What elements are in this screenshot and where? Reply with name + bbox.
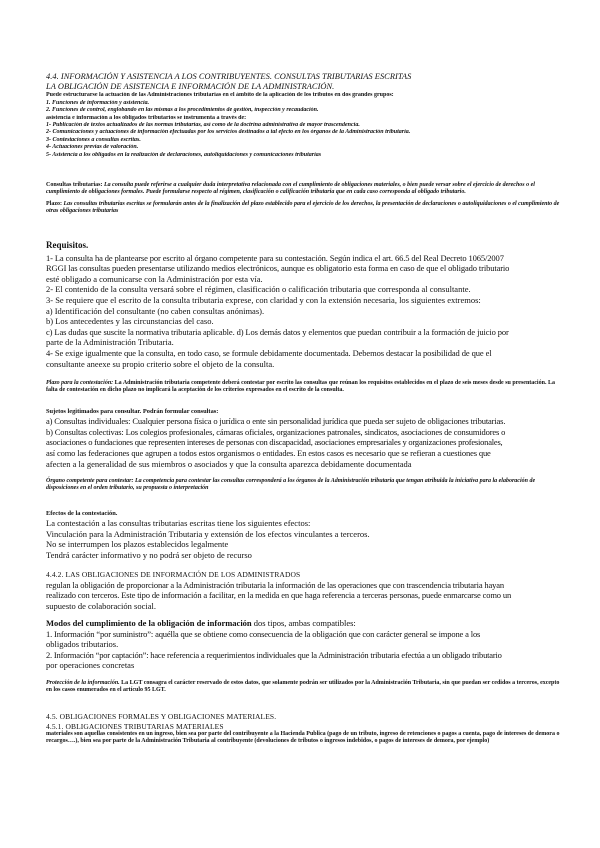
text-line: esté obligado a comunicarse con la Administración por esta vía. — [46, 273, 263, 284]
text-line: consultante aneexe su propio criterio sobre el objeto de la consulta. — [46, 358, 275, 369]
text-line: a) Consultas individuales: Cualquier persona física o jurídica o ente sin personalidad jurídica que pueda ser sujeto de obligaciones tributarias. — [46, 416, 506, 427]
materiales-paragraph: materiales son aquellas consistentes en un ingreso, bien sea por parte del contribuyente a la Hacienda Publica (pago de un tributo, ingreso de retenciones o pagos a cuenta, pago de intereses de demora o recargos….), bien sea por parte de la Administración Tributaria al contribuyente (devoluciones de tributos o ingresos indebidos, o pagos de intereses de demora, por ejemplo) — [46, 731, 560, 745]
text-line: La contestación a las consultas tributarias escritas tiene los siguientes efectos: — [46, 518, 311, 529]
section-subtitle: 4.5.1. OBLIGACIONES TRIBUTARIAS MATERIALES — [46, 721, 224, 731]
text-line: 3- Se requiere que el escrito de la consulta tributaria exprese, con claridad y con la extensión necesaria, los siguientes extremos: — [46, 294, 481, 305]
list-item: 2- Comunicaciones y actuaciones de información efectuadas por los servicios destinados a tal efecto en los órganos de la Administración tributaria. — [46, 129, 411, 136]
list-item: 2. Funciones de control, englobando en las mismas a los procedimientos de gestión, inspección y recaudación. — [46, 107, 319, 114]
text-line: Tendrá carácter informativo y no podrá ser objeto de recurso — [46, 549, 252, 560]
text-line: regulan la obligación de proporcionar a la Administración tributaria la información de las operaciones que con trascendencia tributaria hayan — [46, 579, 504, 590]
title-prefix: Modos del — [46, 618, 86, 628]
text-line: por operaciones concretas — [46, 660, 135, 671]
text-line: RGGI las consultas pueden presentarse utilizando medios electrónicos, aunque es obligatorio esta forma en caso de que el obligado tributario — [46, 263, 510, 274]
section-proteccion-informacion — [46, 680, 566, 695]
text-line: 2- El contenido de la consulta versará sobre el régimen, clasificación o calificación tributaria que corresponda al consultante. — [46, 284, 471, 295]
list-item: asistencia e información a los obligados tributarios se instrumenta a través de: — [46, 114, 247, 121]
text-line: b) Consultas colectivas: Los colegios profesionales, cámaras oficiales, organizaciones patronales, sindicatos, asociaciones de consumidores o — [46, 426, 506, 437]
text-line: afecten a la generalidad de sus miembros o asociados y que la consulta aparezca debidamente documentada — [46, 458, 412, 469]
title-suffix: dos tipos, ambas compatibles: — [251, 618, 356, 628]
proteccion-paragraph — [46, 680, 566, 695]
list-item: 3- Contestaciones a consultas escritas. — [46, 136, 141, 143]
section-efectos — [46, 510, 566, 561]
intro-text: Puede estructurarse la actuación de las Administraciones tributarias en el ámbito de la aplicación de los tributos en dos grandes grupos: — [46, 92, 394, 99]
section-sujetos-legitimados — [46, 408, 566, 469]
section-title: Efectos de la contestación. — [46, 510, 118, 517]
consultas-label: Consultas tributarias: — [46, 182, 103, 188]
section-modos-cumplimiento — [46, 618, 566, 671]
section-title: 4.5. OBLIGACIONES FORMALES Y OBLIGACIONES MATERIALES. — [46, 712, 277, 721]
proteccion-label: Protección de la información. — [46, 680, 120, 686]
text-line: realizado con terceros. Este tipo de información a facilitar, en la medida en que haga referencia a terceras personas, puede enmarcarse como un — [46, 590, 512, 601]
text-line: obligados tributarios. — [46, 639, 119, 650]
text-line: parte de la Administración Tributaria. — [46, 337, 174, 348]
plazo-contestacion-paragraph — [46, 380, 566, 395]
text-line: a) Identificación del consultante (no caben consultas anónimas). — [46, 305, 265, 316]
list-item: 5- Asistencia a los obligados en la realización de declaraciones, autoliquidaciones y comunicaciones tributarias — [46, 151, 322, 158]
text-line: 1- La consulta ha de plantearse por escrito al órgano competente para su contestación. Según indica el art. 66.5 del Real Decreto 1065/2007 — [46, 252, 504, 263]
text-line: 2. Información “por captación”: hace referencia a requerimientos individuales que la Administración tributaria efectúa a un obligado tributario — [46, 649, 502, 660]
plazo-contestacion-text: La Administración tributaria competente deberá contestar por escrito las consultas que reúnan los requisitos establecidos en el plazo de seis meses desde su presentación. La falta de contestación en dicho plazo no implicará la aceptación de los criterios expresados en el escrito de la consulta. — [46, 380, 555, 394]
list-item: 4- Actuaciones previas de valoración. — [46, 144, 139, 151]
section-requisitos — [46, 240, 566, 369]
section-organo-competente — [46, 478, 566, 493]
proteccion-text: La LGT consagra el carácter reservado de estos datos, que solamente podrán ser utilizados por la Administración Tributaria, sin que puedan ser cedidos a terceros, excepto en los casos enumerados en el artículo 95 LGT. — [46, 680, 560, 694]
plazo-label: Plazo: — [46, 200, 62, 207]
organo-label: Órgano competente para contestar: — [46, 478, 134, 484]
plazo-contestacion-label: Plazo para la contestación: — [46, 380, 114, 386]
title-bold: cumplimiento de la obligación de información — [85, 618, 252, 628]
section-subtitle: LA OBLIGACIÓN DE ASISTENCIA E INFORMACIÓN DE LA ADMINISTRACIÓN. — [46, 82, 335, 92]
text-line: Vinculación para la Administración Tributaria y extensión de los efectos vinculantes a terceros. — [46, 528, 370, 539]
text-line: 4- Se exige igualmente que la consulta, en todo caso, se formule debidamente documentada. Debemos destacar la posibilidad de que el — [46, 347, 492, 358]
section-plazo-contestacion — [46, 380, 566, 395]
section-informacion-asistencia — [46, 72, 566, 159]
section-consultas — [46, 182, 566, 216]
section-title: Sujetos legitimados para consultar. Podrán formular consultas: — [46, 408, 219, 415]
section-obligaciones-formales — [46, 712, 566, 746]
text-line: supuesto de colaboración social. — [46, 600, 156, 611]
organo-text: La competencia para contestar las consultas corresponderá a los órganos de la Administración tributaria que tengan atribuida la iniciativa para la elaboración de disposiciones en el orden tributario, su propuesta o interpretación — [46, 478, 536, 492]
text-line: No se interrumpen los plazos establecidos legalmente — [46, 539, 229, 550]
list-item: 1- Publicación de textos actualizados de las normas tributarias, así como de la doctrina administrativa de mayor trascendencia. — [46, 122, 360, 129]
consultas-text: La consulta puede referirse a cualquier duda interpretativa relacionada con el cumplimiento de obligaciones materiales, o bien puede versar sobre el ejercicio de derechos o el cumplimiento de obligaciones formales. Puede formularse respecto al régimen, clasificación o calificación tributaria que en cada caso corresponda al obligado tributario. — [46, 182, 535, 196]
text-line: asociaciones o fundaciones que representen intereses de personas con discapacidad, asociaciones empresariales y organizaciones profesionales, — [46, 437, 503, 448]
text-line: b) Los antecedentes y las circunstancias del caso. — [46, 316, 214, 327]
plazo-paragraph — [46, 201, 566, 216]
list-item: 1. Funciones de información y asistencia. — [46, 99, 150, 106]
text-line: c) Las dudas que suscite la normativa tributaria aplicable. d) Los demás datos y elementos que puedan contribuir a la formación de juicio por — [46, 326, 509, 337]
text-line: 1. Información “por suministro”: aquélla que se obtiene como consecuencia de la obligación que con carácter general se impone a los — [46, 628, 481, 639]
section-title: Requisitos. — [46, 240, 89, 250]
consultas-paragraph — [46, 182, 566, 197]
organo-paragraph — [46, 478, 566, 493]
section-title: 4.4. INFORMACIÓN Y ASISTENCIA A LOS CONTRIBUYENTES. CONSULTAS TRIBUTARIAS ESCRITAS — [46, 72, 412, 81]
section-title — [46, 618, 566, 629]
section-title: 4.4.2. LAS OBLIGACIONES DE INFORMACIÓN DE LOS ADMINISTRADOS — [46, 570, 301, 579]
text-line: así como las federaciones que agrupen a todos estos organismos o entidades. En estos casos es necesario que se refieran a cuestiones que — [46, 447, 491, 458]
section-obligaciones-informacion — [46, 570, 566, 611]
plazo-text: Las consultas tributarias escritas se formularán antes de la finalización del plazo establecido para el ejercicio de los derechos, la presentación de declaraciones o autoliquidaciones o el cumplimiento de otras obligaciones tributarias — [46, 200, 560, 215]
